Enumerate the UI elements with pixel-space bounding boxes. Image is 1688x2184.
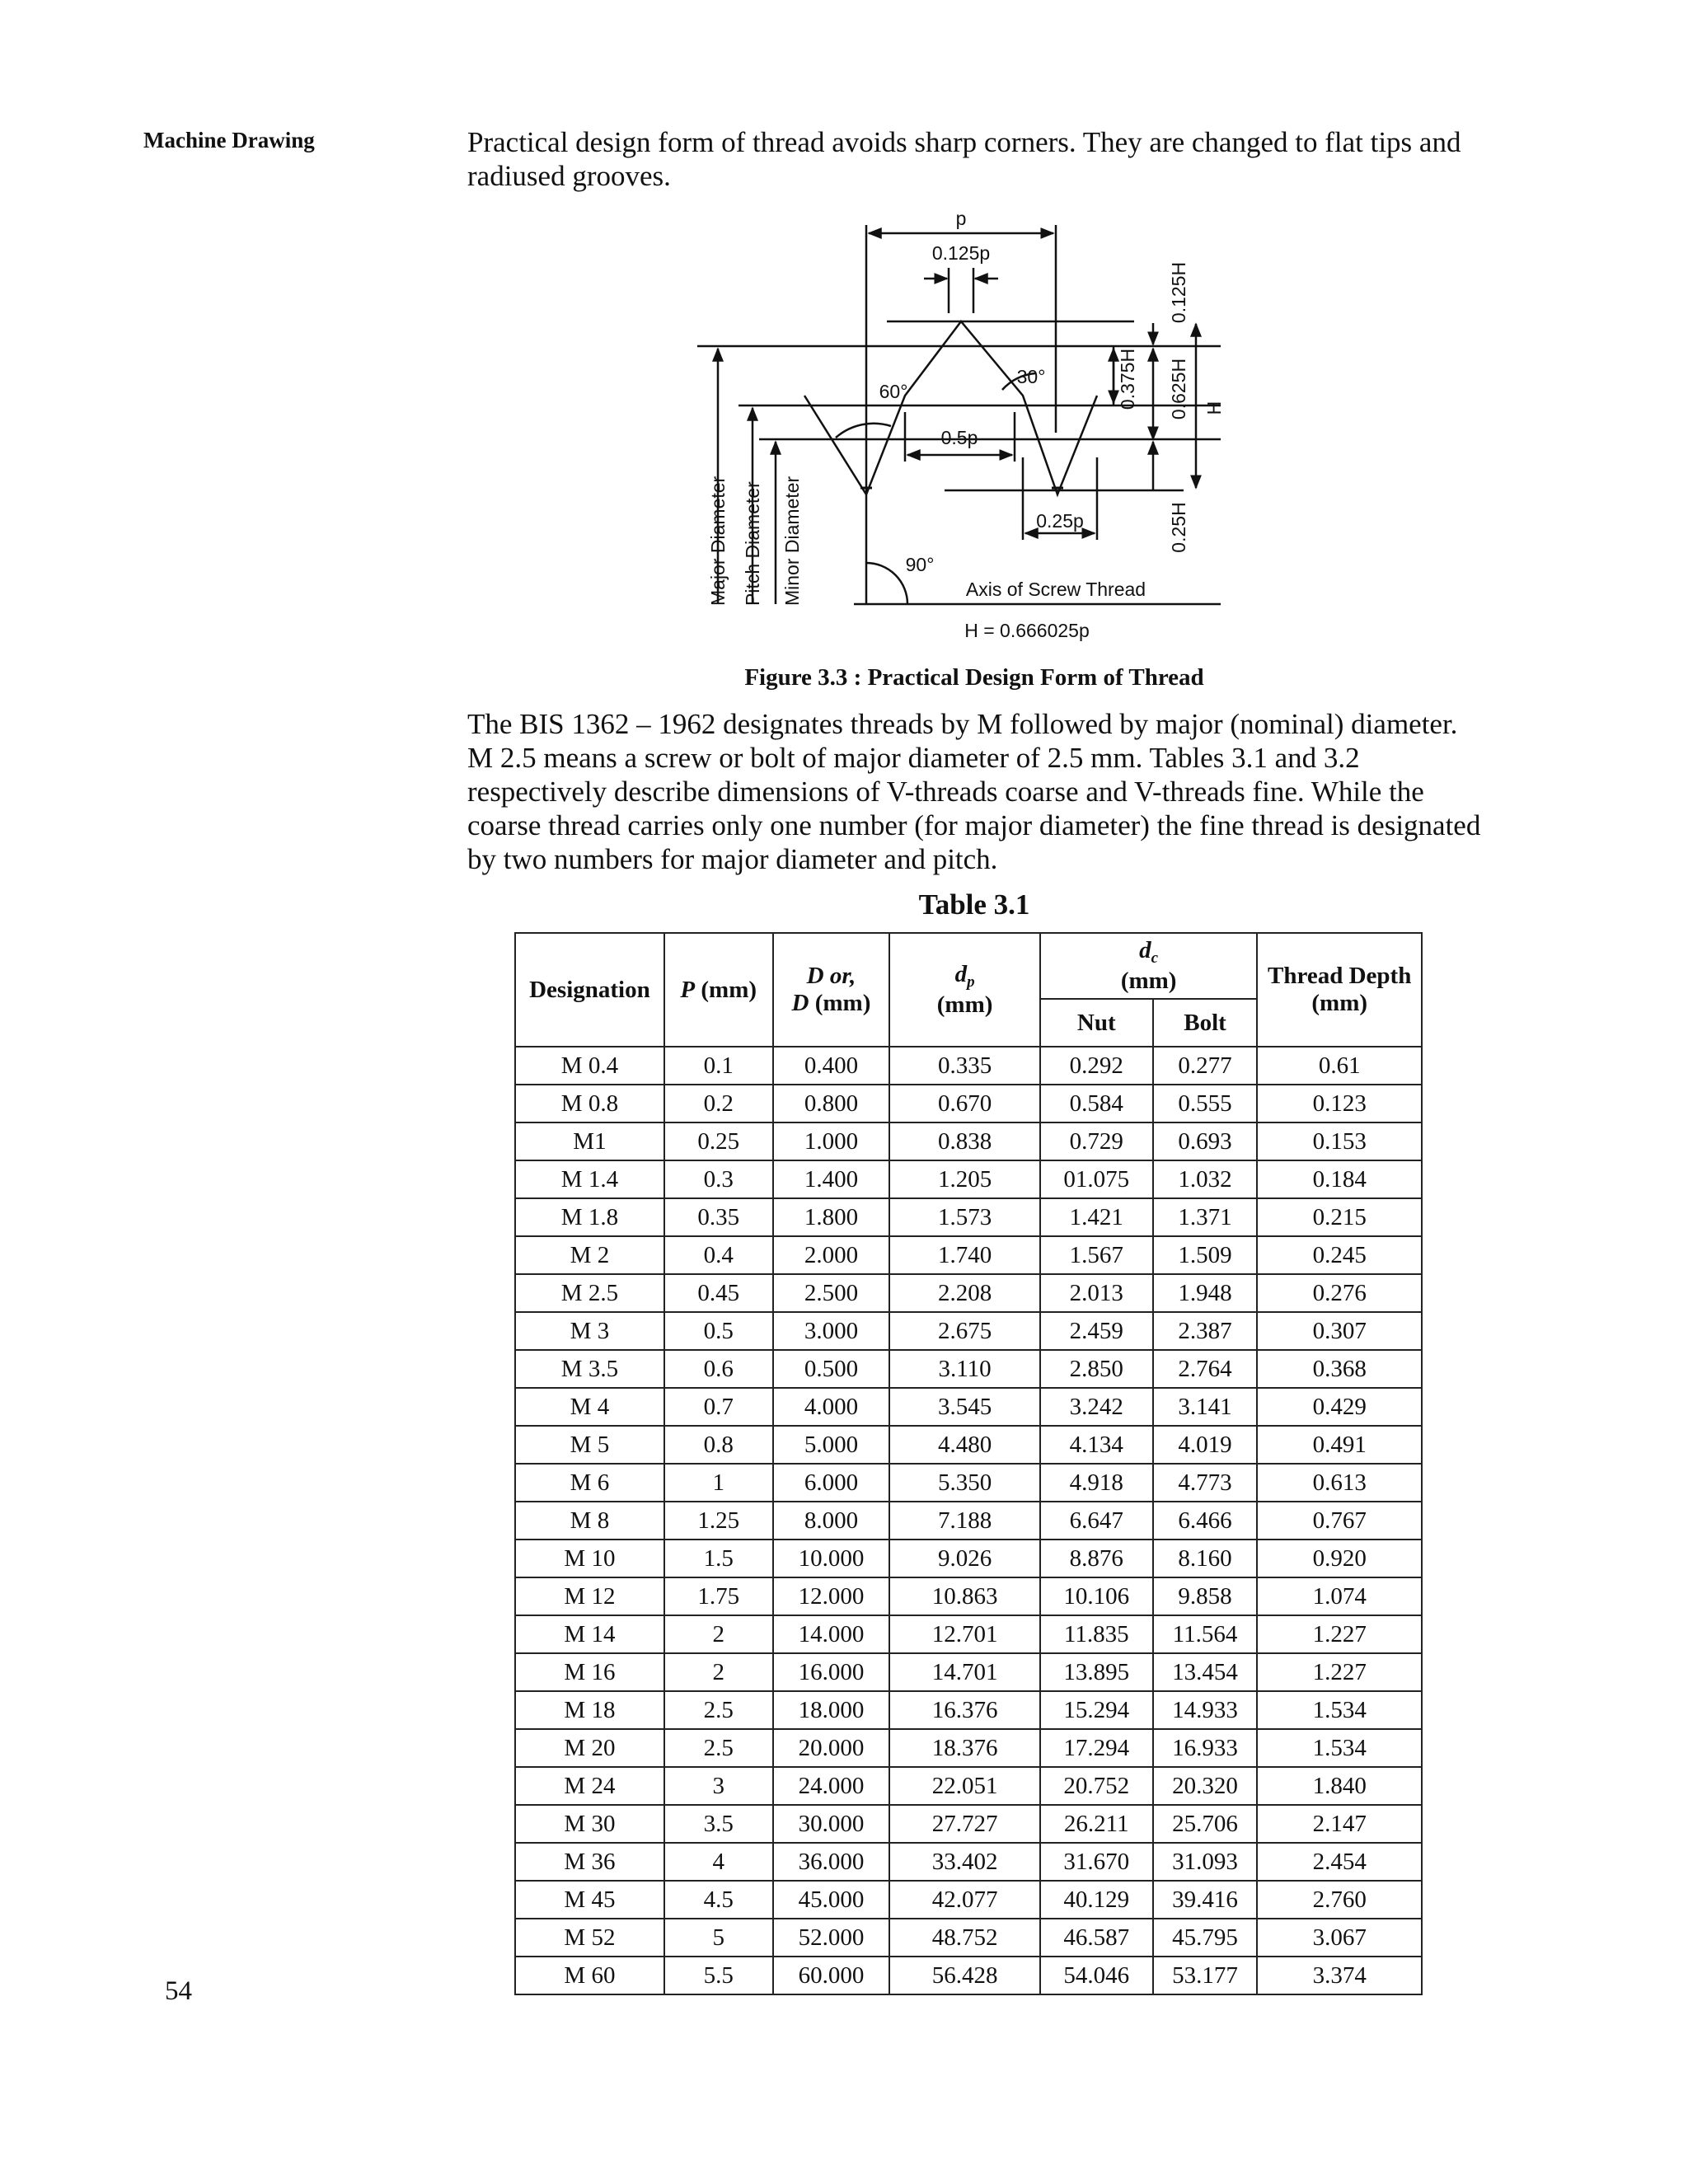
- table-cell: 1.800: [773, 1198, 890, 1236]
- table-cell: 6.000: [773, 1464, 890, 1502]
- table-cell: 25.706: [1153, 1805, 1258, 1843]
- table-cell: 16.000: [773, 1653, 890, 1691]
- table-cell: 2.454: [1257, 1843, 1422, 1881]
- table-cell: M 14: [515, 1615, 664, 1653]
- table-cell: 6.647: [1040, 1502, 1153, 1540]
- table-cell: 22.051: [889, 1767, 1040, 1805]
- table-cell: 0.276: [1257, 1274, 1422, 1312]
- table-row: [515, 1691, 1422, 1729]
- table-cell: 2.147: [1257, 1805, 1422, 1843]
- table-cell: 0.500: [773, 1350, 890, 1388]
- table-row: [515, 1388, 1422, 1426]
- table-cell: 33.402: [889, 1843, 1040, 1881]
- table-cell: 5: [664, 1919, 773, 1957]
- table-cell: 14.701: [889, 1653, 1040, 1691]
- table-cell: 0.153: [1257, 1122, 1422, 1160]
- angle-60-arc: [836, 424, 891, 438]
- table-cell: 0.335: [889, 1047, 1040, 1085]
- dim-H-label: H: [1203, 401, 1225, 415]
- table-cell: 26.211: [1040, 1805, 1153, 1843]
- table-cell: 0.429: [1257, 1388, 1422, 1426]
- table-cell: M 24: [515, 1767, 664, 1805]
- table-cell: 1.509: [1153, 1236, 1258, 1274]
- table-cell: 5.350: [889, 1464, 1040, 1502]
- table-row: [515, 1122, 1422, 1160]
- table-cell: M 3: [515, 1312, 664, 1350]
- table-cell: 6.466: [1153, 1502, 1258, 1540]
- table-cell: 0.368: [1257, 1350, 1422, 1388]
- table-cell: 2.5: [664, 1729, 773, 1767]
- header-thread-depth: Thread Depth (mm): [1257, 933, 1422, 1047]
- table-row: [515, 1312, 1422, 1350]
- axis-label: Axis of Screw Thread: [965, 579, 1146, 600]
- table-cell: 0.491: [1257, 1426, 1422, 1464]
- table-cell: M 16: [515, 1653, 664, 1691]
- table-cell: 0.245: [1257, 1236, 1422, 1274]
- table-cell: 7.188: [889, 1502, 1040, 1540]
- running-header: Machine Drawing: [143, 128, 315, 152]
- table-cell: M 18: [515, 1691, 664, 1729]
- table-cell: 0.6: [664, 1350, 773, 1388]
- table-row: [515, 1729, 1422, 1767]
- table-cell: 4.134: [1040, 1426, 1153, 1464]
- table-cell: 01.075: [1040, 1160, 1153, 1198]
- table-cell: M 5: [515, 1426, 664, 1464]
- table-cell: 11.835: [1040, 1615, 1153, 1653]
- table-cell: 4: [664, 1843, 773, 1881]
- table-cell: M 30: [515, 1805, 664, 1843]
- table-cell: M 1.8: [515, 1198, 664, 1236]
- table-cell: 48.752: [889, 1919, 1040, 1957]
- table-cell: 1.032: [1153, 1160, 1258, 1198]
- table-row: [515, 1274, 1422, 1312]
- table-cell: 0.8: [664, 1426, 773, 1464]
- table-cell: 2.675: [889, 1312, 1040, 1350]
- table-cell: 0.45: [664, 1274, 773, 1312]
- table-row: [515, 1502, 1422, 1540]
- table-cell: 8.876: [1040, 1540, 1153, 1577]
- table-cell: 0.4: [664, 1236, 773, 1274]
- table-cell: 3.110: [889, 1350, 1040, 1388]
- table-cell: M 20: [515, 1729, 664, 1767]
- figure-caption: Figure 3.3 : Practical Design Form of Thread: [744, 664, 1204, 691]
- table-cell: 0.7: [664, 1388, 773, 1426]
- table-cell: M 10: [515, 1540, 664, 1577]
- table-cell: 9.858: [1153, 1577, 1258, 1615]
- table-cell: 4.918: [1040, 1464, 1153, 1502]
- table-cell: 0.184: [1257, 1160, 1422, 1198]
- table-cell: M 12: [515, 1577, 664, 1615]
- table-cell: M 52: [515, 1919, 664, 1957]
- table-cell: 11.564: [1153, 1615, 1258, 1653]
- table-cell: 3.000: [773, 1312, 890, 1350]
- table-cell: 2: [664, 1615, 773, 1653]
- table-cell: 0.2: [664, 1085, 773, 1122]
- table-cell: 3: [664, 1767, 773, 1805]
- table-cell: 1.400: [773, 1160, 890, 1198]
- table-row: [515, 1653, 1422, 1691]
- angle-30-label: 30°: [1016, 366, 1046, 387]
- pitch-label: p: [955, 210, 967, 229]
- table-cell: 18.376: [889, 1729, 1040, 1767]
- table-cell: 9.026: [889, 1540, 1040, 1577]
- table-cell: 1.25: [664, 1502, 773, 1540]
- table-cell: 54.046: [1040, 1957, 1153, 1994]
- table-cell: 10.000: [773, 1540, 890, 1577]
- table-cell: 52.000: [773, 1919, 890, 1957]
- table-cell: 14.000: [773, 1615, 890, 1653]
- table-cell: M 8: [515, 1502, 664, 1540]
- table-cell: 2.013: [1040, 1274, 1153, 1312]
- table-cell: 0.767: [1257, 1502, 1422, 1540]
- table-cell: 3.374: [1257, 1957, 1422, 1994]
- angle-90-arc: [866, 563, 907, 604]
- header-pitch: P (mm): [664, 933, 773, 1047]
- dim-0375H-label: 0.375H: [1117, 348, 1138, 410]
- intro-paragraph: Practical design form of thread avoids sharp corners. They are changed to flat tips and radiused grooves.: [467, 126, 1461, 192]
- table-cell: 46.587: [1040, 1919, 1153, 1957]
- table-row: [515, 1767, 1422, 1805]
- thread-diagram: [689, 210, 1250, 663]
- table-cell: 1: [664, 1464, 773, 1502]
- table-cell: 12.000: [773, 1577, 890, 1615]
- table-cell: 5.000: [773, 1426, 890, 1464]
- thread-form-figure: [689, 210, 1250, 663]
- table-cell: 0.693: [1153, 1122, 1258, 1160]
- table-cell: M1: [515, 1122, 664, 1160]
- table-cell: M 0.8: [515, 1085, 664, 1122]
- table-cell: 10.863: [889, 1577, 1040, 1615]
- table-cell: 16.933: [1153, 1729, 1258, 1767]
- table-cell: 4.019: [1153, 1426, 1258, 1464]
- table-cell: 20.000: [773, 1729, 890, 1767]
- table-cell: 0.1: [664, 1047, 773, 1085]
- table-cell: 2.387: [1153, 1312, 1258, 1350]
- table-row: [515, 1957, 1422, 1994]
- table-row: [515, 1236, 1422, 1274]
- table-cell: 3.5: [664, 1805, 773, 1843]
- table-cell: 4.000: [773, 1388, 890, 1426]
- table-cell: 1.205: [889, 1160, 1040, 1198]
- table-cell: 30.000: [773, 1805, 890, 1843]
- formula-label: H = 0.666025p: [964, 620, 1090, 641]
- table-cell: 2.5: [664, 1691, 773, 1729]
- table-cell: 0.277: [1153, 1047, 1258, 1085]
- dim-0625H-label: 0.625H: [1168, 358, 1189, 420]
- table-cell: M 45: [515, 1881, 664, 1919]
- table-row: [515, 1881, 1422, 1919]
- angle-90-label: 90°: [905, 554, 935, 575]
- table-cell: 3.242: [1040, 1388, 1153, 1426]
- table-cell: 0.555: [1153, 1085, 1258, 1122]
- table-cell: M 60: [515, 1957, 664, 1994]
- table-cell: 1.840: [1257, 1767, 1422, 1805]
- table-cell: 3.545: [889, 1388, 1040, 1426]
- table-cell: 2.000: [773, 1236, 890, 1274]
- table-cell: 0.920: [1257, 1540, 1422, 1577]
- table-cell: 39.416: [1153, 1881, 1258, 1919]
- table-cell: 40.129: [1040, 1881, 1153, 1919]
- table-cell: 13.454: [1153, 1653, 1258, 1691]
- root-width-label: 0.25p: [1036, 510, 1084, 532]
- table-cell: 1.5: [664, 1540, 773, 1577]
- half-pitch-label: 0.5p: [940, 427, 978, 448]
- table-cell: 0.613: [1257, 1464, 1422, 1502]
- table-cell: M 2.5: [515, 1274, 664, 1312]
- table-cell: 1.227: [1257, 1653, 1422, 1691]
- table-cell: 3.141: [1153, 1388, 1258, 1426]
- table-cell: 2.760: [1257, 1881, 1422, 1919]
- angle-60-label: 60°: [879, 381, 908, 402]
- pitch-diameter-label: Pitch Diameter: [742, 481, 763, 606]
- table-cell: 31.093: [1153, 1843, 1258, 1881]
- table-row: [515, 1540, 1422, 1577]
- table-cell: 4.5: [664, 1881, 773, 1919]
- thread-profile: [804, 321, 1097, 494]
- table-cell: 14.933: [1153, 1691, 1258, 1729]
- table-cell: 45.000: [773, 1881, 890, 1919]
- table-row: [515, 1805, 1422, 1843]
- table-cell: 20.752: [1040, 1767, 1153, 1805]
- table-cell: 1.948: [1153, 1274, 1258, 1312]
- table-row: [515, 1047, 1422, 1085]
- table-cell: 10.106: [1040, 1577, 1153, 1615]
- table-cell: 0.292: [1040, 1047, 1153, 1085]
- tip-width-label: 0.125p: [931, 242, 991, 264]
- header-designation: Designation: [515, 933, 664, 1047]
- table-cell: 42.077: [889, 1881, 1040, 1919]
- body-paragraph: The BIS 1362 – 1962 designates threads by M followed by major (nominal) diameter. M 2.5 means a screw or bolt of major diameter of 2.5 mm. Tables 3.1 and 3.2 respectively describe dimensions of V-threads coarse and V-threads fine. While the coarse thread carries only one number (for major diameter) the fine thread is designated by two numbers for major diameter and pitch.: [467, 708, 1481, 875]
- table-cell: 1.371: [1153, 1198, 1258, 1236]
- table-row: [515, 1577, 1422, 1615]
- table-body: [515, 1047, 1422, 1994]
- table-cell: 0.215: [1257, 1198, 1422, 1236]
- table-cell: 1.000: [773, 1122, 890, 1160]
- table-cell: 2.459: [1040, 1312, 1153, 1350]
- table-cell: 0.25: [664, 1122, 773, 1160]
- table-cell: 2.764: [1153, 1350, 1258, 1388]
- table-cell: M 3.5: [515, 1350, 664, 1388]
- header-core-diameter: $d_c$ (mm): [1040, 933, 1258, 999]
- table-row: [515, 1426, 1422, 1464]
- table-cell: 8.000: [773, 1502, 890, 1540]
- dim-025H-label: 0.25H: [1168, 502, 1189, 553]
- table-row: [515, 1085, 1422, 1122]
- table-row: [515, 1350, 1422, 1388]
- page-number: 54: [165, 1976, 192, 2006]
- table-cell: 0.5: [664, 1312, 773, 1350]
- table-row: [515, 1160, 1422, 1198]
- table-cell: 1.534: [1257, 1729, 1422, 1767]
- table-cell: M 0.4: [515, 1047, 664, 1085]
- table-cell: 0.3: [664, 1160, 773, 1198]
- table-cell: 1.074: [1257, 1577, 1422, 1615]
- table-cell: 4.480: [889, 1426, 1040, 1464]
- table-cell: 2.208: [889, 1274, 1040, 1312]
- table-cell: 8.160: [1153, 1540, 1258, 1577]
- table-cell: 1.567: [1040, 1236, 1153, 1274]
- table-cell: 1.740: [889, 1236, 1040, 1274]
- table-cell: 0.61: [1257, 1047, 1422, 1085]
- table-cell: 1.227: [1257, 1615, 1422, 1653]
- table-cell: 0.729: [1040, 1122, 1153, 1160]
- table-row: [515, 1198, 1422, 1236]
- table-cell: 1.573: [889, 1198, 1040, 1236]
- table-cell: M 4: [515, 1388, 664, 1426]
- table-cell: 1.75: [664, 1577, 773, 1615]
- table-cell: 0.400: [773, 1047, 890, 1085]
- major-diameter-label: Major Diameter: [707, 476, 729, 606]
- table-cell: 0.838: [889, 1122, 1040, 1160]
- table-row: [515, 1615, 1422, 1653]
- table-cell: 0.307: [1257, 1312, 1422, 1350]
- table-cell: M 1.4: [515, 1160, 664, 1198]
- table-cell: M 36: [515, 1843, 664, 1881]
- table-cell: 45.795: [1153, 1919, 1258, 1957]
- table-row: [515, 1843, 1422, 1881]
- table-cell: 4.773: [1153, 1464, 1258, 1502]
- table-cell: 0.800: [773, 1085, 890, 1122]
- table-cell: 17.294: [1040, 1729, 1153, 1767]
- table-cell: 1.421: [1040, 1198, 1153, 1236]
- table-cell: 60.000: [773, 1957, 890, 1994]
- table-row: [515, 1464, 1422, 1502]
- table-cell: 12.701: [889, 1615, 1040, 1653]
- table-cell: 2.850: [1040, 1350, 1153, 1388]
- table-cell: 53.177: [1153, 1957, 1258, 1994]
- table-cell: 24.000: [773, 1767, 890, 1805]
- table-cell: 13.895: [1040, 1653, 1153, 1691]
- table-cell: 36.000: [773, 1843, 890, 1881]
- header-bolt: Bolt: [1153, 999, 1258, 1047]
- table-cell: 16.376: [889, 1691, 1040, 1729]
- header-major-diameter: D or, D (mm): [773, 933, 890, 1047]
- table-cell: 27.727: [889, 1805, 1040, 1843]
- thread-dimensions-table: [514, 932, 1423, 1995]
- table-cell: 2.500: [773, 1274, 890, 1312]
- table-cell: 18.000: [773, 1691, 890, 1729]
- dim-0125H-label: 0.125H: [1168, 261, 1189, 324]
- table-cell: 5.5: [664, 1957, 773, 1994]
- table-cell: 31.670: [1040, 1843, 1153, 1881]
- table-cell: 1.534: [1257, 1691, 1422, 1729]
- table-cell: 3.067: [1257, 1919, 1422, 1957]
- table-cell: 0.35: [664, 1198, 773, 1236]
- table-cell: 0.584: [1040, 1085, 1153, 1122]
- table-cell: 20.320: [1153, 1767, 1258, 1805]
- table-cell: 0.670: [889, 1085, 1040, 1122]
- header-pitch-diameter: $d_p$ (mm): [889, 933, 1040, 1047]
- table-cell: M 2: [515, 1236, 664, 1274]
- table-row: [515, 1919, 1422, 1957]
- table-cell: 2: [664, 1653, 773, 1691]
- table-cell: 0.123: [1257, 1085, 1422, 1122]
- minor-diameter-label: Minor Diameter: [781, 476, 803, 606]
- header-nut: Nut: [1040, 999, 1153, 1047]
- table-title: Table 3.1: [918, 888, 1030, 921]
- table-cell: 15.294: [1040, 1691, 1153, 1729]
- table-cell: M 6: [515, 1464, 664, 1502]
- table-cell: 56.428: [889, 1957, 1040, 1994]
